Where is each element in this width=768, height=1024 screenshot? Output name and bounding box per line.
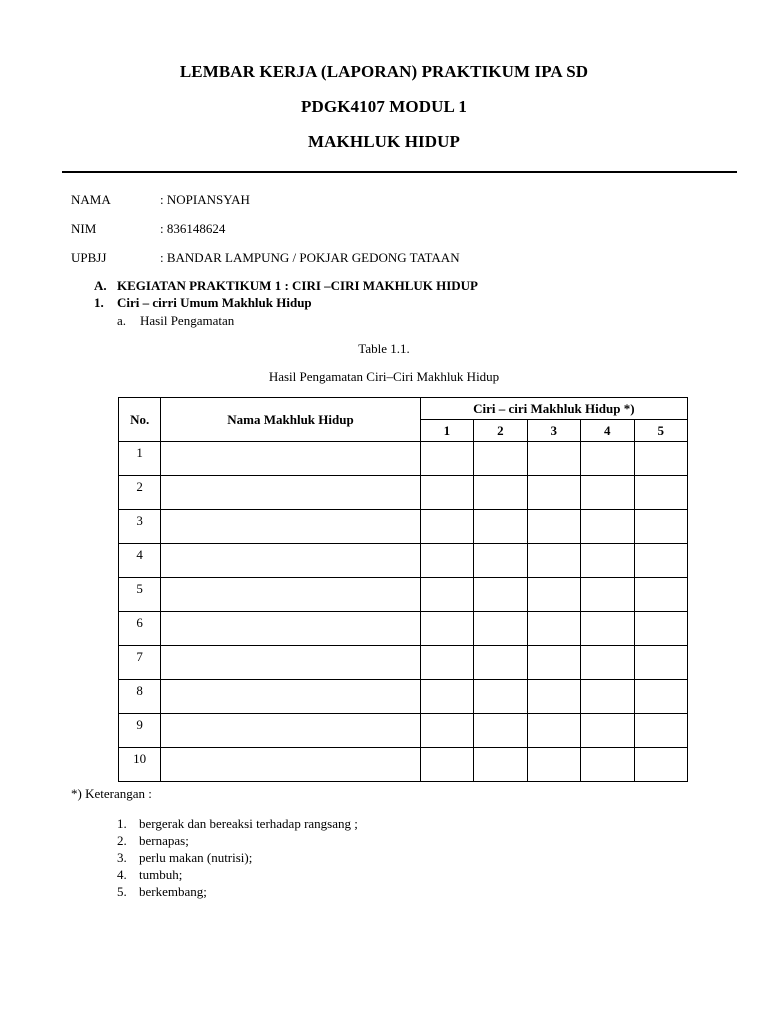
table-row <box>119 442 688 476</box>
trait-cell <box>474 680 527 714</box>
trait-cell <box>527 442 580 476</box>
row-number: 7 <box>119 646 161 680</box>
name-cell <box>161 612 420 646</box>
name-cell <box>161 646 420 680</box>
trait-cell <box>527 476 580 510</box>
item-text: bernapas; <box>139 833 189 848</box>
trait-cell <box>634 680 688 714</box>
trait-cell <box>527 544 580 578</box>
subsection-a-heading: Hasil Pengamatan <box>140 313 235 328</box>
header-divider <box>62 171 737 173</box>
item-number: 3. <box>117 850 127 865</box>
list-item <box>117 883 358 900</box>
trait-cell <box>420 544 473 578</box>
header-name: Nama Makhluk Hidup <box>161 398 420 442</box>
trait-cell <box>581 714 634 748</box>
trait-cell <box>420 476 473 510</box>
header-sub-3: 3 <box>527 420 580 442</box>
list-item <box>117 815 358 832</box>
trait-cell <box>420 646 473 680</box>
row-number: 10 <box>119 748 161 782</box>
trait-cell <box>474 748 527 782</box>
trait-cell <box>581 748 634 782</box>
table-label: Table 1.1. <box>358 341 410 356</box>
trait-cell <box>581 510 634 544</box>
upbjj-value: : BANDAR LAMPUNG / POKJAR GEDONG TATAAN <box>160 250 460 265</box>
list-item <box>117 832 358 849</box>
header-sub-5: 5 <box>634 420 688 442</box>
section-a-heading: KEGIATAN PRAKTIKUM 1 : CIRI –CIRI MAKHLUK HIDUP <box>117 278 478 293</box>
name-cell <box>161 680 420 714</box>
table-row <box>119 646 688 680</box>
row-number: 8 <box>119 680 161 714</box>
trait-cell <box>581 476 634 510</box>
trait-cell <box>527 612 580 646</box>
header-no: No. <box>119 398 161 442</box>
trait-cell <box>527 680 580 714</box>
item-text: bergerak dan bereaksi terhadap rangsang ; <box>139 816 358 831</box>
legend-title: *) Keterangan : <box>71 786 152 801</box>
trait-cell <box>474 612 527 646</box>
section-a-marker: A. <box>94 278 107 293</box>
list-item <box>117 849 358 866</box>
table-row <box>119 680 688 714</box>
module-code: PDGK4107 MODUL 1 <box>301 97 467 116</box>
row-number: 1 <box>119 442 161 476</box>
trait-cell <box>420 714 473 748</box>
trait-cell <box>420 748 473 782</box>
trait-cell <box>527 714 580 748</box>
row-number: 5 <box>119 578 161 612</box>
module-topic: MAKHLUK HIDUP <box>308 132 460 151</box>
name-cell <box>161 476 420 510</box>
trait-cell <box>474 714 527 748</box>
trait-cell <box>420 578 473 612</box>
trait-cell <box>581 680 634 714</box>
row-number: 4 <box>119 544 161 578</box>
trait-cell <box>634 748 688 782</box>
table-row <box>119 714 688 748</box>
row-number: 9 <box>119 714 161 748</box>
table-row <box>119 578 688 612</box>
trait-cell <box>474 476 527 510</box>
name-cell <box>161 578 420 612</box>
header-sub-4: 4 <box>581 420 634 442</box>
trait-cell <box>581 442 634 476</box>
item-text: perlu makan (nutrisi); <box>139 850 253 865</box>
table-caption: Hasil Pengamatan Ciri–Ciri Makhluk Hidup <box>268 369 500 384</box>
name-label: NAMA <box>71 192 111 207</box>
name-cell <box>161 442 420 476</box>
table-row <box>119 748 688 782</box>
row-number: 6 <box>119 612 161 646</box>
item-number: 5. <box>117 884 127 899</box>
trait-cell <box>527 646 580 680</box>
trait-cell <box>581 612 634 646</box>
nim-label: NIM <box>71 221 97 236</box>
trait-cell <box>581 578 634 612</box>
table-row <box>119 476 688 510</box>
trait-cell <box>527 510 580 544</box>
legend-list <box>117 815 358 900</box>
header-sub-1: 1 <box>420 420 473 442</box>
trait-cell <box>634 646 688 680</box>
table-row <box>119 544 688 578</box>
header-sub-2: 2 <box>474 420 527 442</box>
subsection-1-marker: 1. <box>94 295 104 310</box>
document-title: LEMBAR KERJA (LAPORAN) PRAKTIKUM IPA SD <box>179 62 589 81</box>
trait-cell <box>420 612 473 646</box>
subsection-1-heading: Ciri – cirri Umum Makhluk Hidup <box>117 295 312 310</box>
upbjj-label: UPBJJ <box>71 250 107 265</box>
item-text: berkembang; <box>139 884 207 899</box>
trait-cell <box>420 680 473 714</box>
trait-cell <box>634 612 688 646</box>
name-cell <box>161 544 420 578</box>
trait-cell <box>420 442 473 476</box>
item-number: 1. <box>117 816 127 831</box>
trait-cell <box>634 544 688 578</box>
item-text: tumbuh; <box>139 867 183 882</box>
nim-value: : 836148624 <box>160 221 226 236</box>
trait-cell <box>634 442 688 476</box>
subsection-a-marker: a. <box>117 313 127 328</box>
trait-cell <box>634 510 688 544</box>
trait-cell <box>527 578 580 612</box>
item-number: 2. <box>117 833 127 848</box>
trait-cell <box>581 646 634 680</box>
trait-cell <box>581 544 634 578</box>
trait-cell <box>474 510 527 544</box>
trait-cell <box>634 476 688 510</box>
header-group: Ciri – ciri Makhluk Hidup *) <box>420 398 687 420</box>
name-cell <box>161 714 420 748</box>
observation-table <box>118 397 688 782</box>
trait-cell <box>420 510 473 544</box>
trait-cell <box>474 544 527 578</box>
name-cell <box>161 510 420 544</box>
list-item <box>117 866 358 883</box>
trait-cell <box>527 748 580 782</box>
table-row <box>119 612 688 646</box>
trait-cell <box>474 442 527 476</box>
trait-cell <box>634 578 688 612</box>
name-value: : NOPIANSYAH <box>160 192 250 207</box>
trait-cell <box>634 714 688 748</box>
item-number: 4. <box>117 867 127 882</box>
trait-cell <box>474 578 527 612</box>
row-number: 2 <box>119 476 161 510</box>
row-number: 3 <box>119 510 161 544</box>
name-cell <box>161 748 420 782</box>
trait-cell <box>474 646 527 680</box>
table-row <box>119 510 688 544</box>
